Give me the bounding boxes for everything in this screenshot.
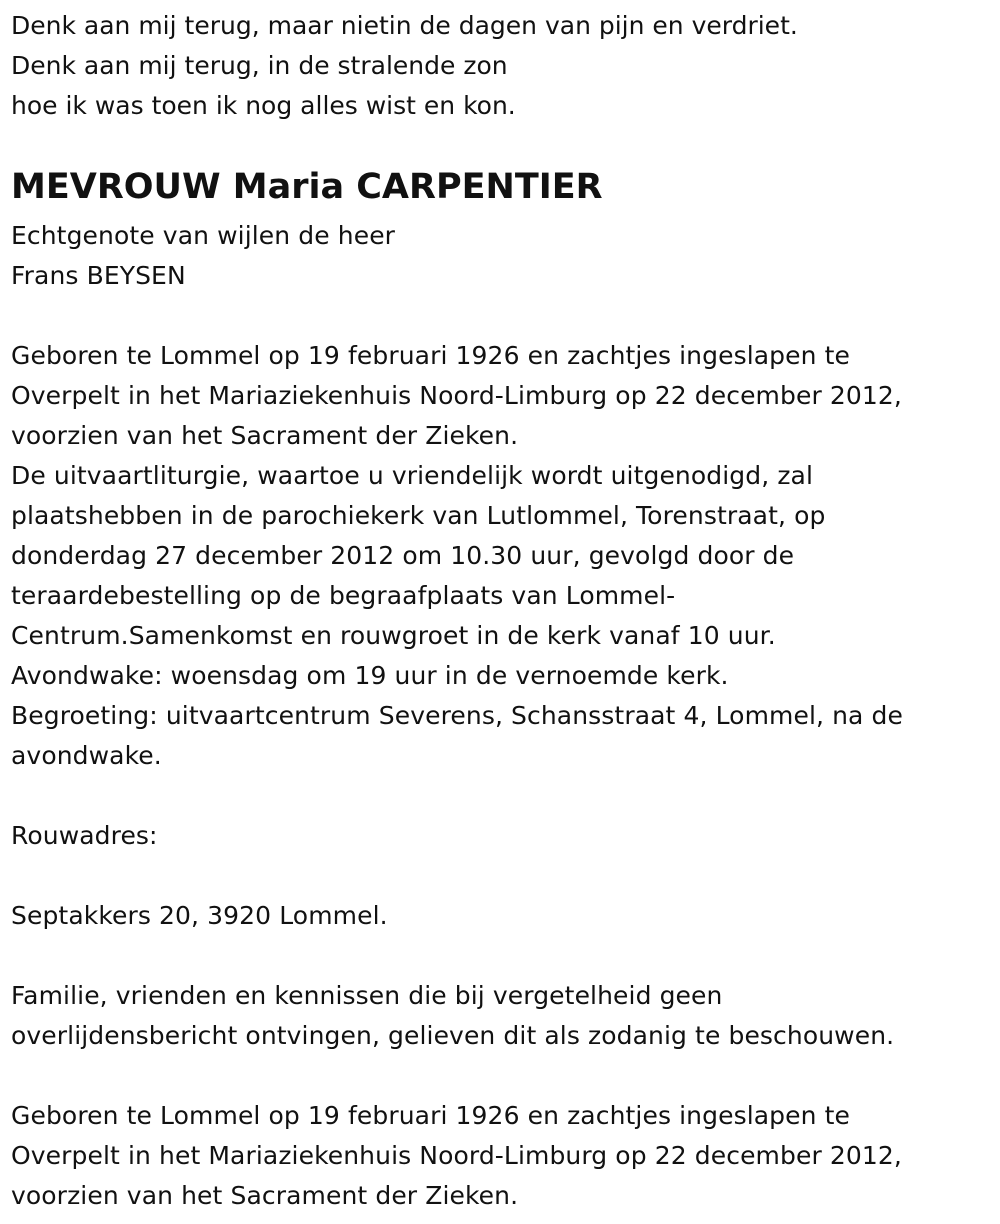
text-line: overlijdensbericht ontvingen, gelieven dit als zodanig te beschouwen. [11, 1021, 895, 1050]
text-line: voorzien van het Sacrament der Zieken. [11, 421, 519, 450]
funeral-paragraph [11, 456, 986, 776]
mourning-address-label: Rouwadres: [11, 821, 158, 850]
spacer [11, 936, 986, 976]
obituary-document [11, 6, 986, 1216]
birth-death-repeat-paragraph [11, 1096, 986, 1216]
text-line: Geboren te Lommel op 19 februari 1926 en zachtjes ingeslapen te [11, 1101, 850, 1130]
spouse-info [11, 216, 986, 296]
text-line: voorzien van het Sacrament der Zieken. [11, 1181, 519, 1210]
spacer [11, 776, 986, 816]
poem-line: Denk aan mij terug, in de stralende zon [11, 51, 508, 80]
text-line: teraardebestelling op de begraafplaats van Lommel- [11, 581, 676, 610]
text-line: Familie, vrienden en kennissen die bij vergetelheid geen [11, 981, 723, 1010]
text-line: Begroeting: uitvaartcentrum Severens, Schansstraat 4, Lommel, na de [11, 701, 903, 730]
text-line: avondwake. [11, 741, 162, 770]
poem-line: Denk aan mij terug, maar nietin de dagen van pijn en verdriet. [11, 11, 798, 40]
text-line: plaatshebben in de parochiekerk van Lutlommel, Torenstraat, op [11, 501, 826, 530]
notice-paragraph [11, 976, 986, 1056]
text-line: Overpelt in het Mariaziekenhuis Noord-Limburg op 22 december 2012, [11, 381, 902, 410]
spouse-line: Echtgenote van wijlen de heer [11, 221, 396, 250]
spacer [11, 1056, 986, 1096]
spouse-line: Frans BEYSEN [11, 261, 186, 290]
spacer [11, 856, 986, 896]
text-line: donderdag 27 december 2012 om 10.30 uur, gevolgd door de [11, 541, 795, 570]
mourning-address: Septakkers 20, 3920 Lommel. [11, 901, 388, 930]
poem [11, 6, 986, 126]
text-line: Overpelt in het Mariaziekenhuis Noord-Limburg op 22 december 2012, [11, 1141, 902, 1170]
poem-line: hoe ik was toen ik nog alles wist en kon. [11, 91, 516, 120]
spacer [11, 296, 986, 336]
text-line: Avondwake: woensdag om 19 uur in de vernoemde kerk. [11, 661, 729, 690]
birth-death-paragraph [11, 336, 986, 456]
deceased-name: MEVROUW Maria CARPENTIER [11, 167, 603, 207]
text-line: Centrum.Samenkomst en rouwgroet in de kerk vanaf 10 uur. [11, 621, 776, 650]
text-line: De uitvaartliturgie, waartoe u vriendelijk wordt uitgenodigd, zal [11, 461, 814, 490]
text-line: Geboren te Lommel op 19 februari 1926 en zachtjes ingeslapen te [11, 341, 850, 370]
